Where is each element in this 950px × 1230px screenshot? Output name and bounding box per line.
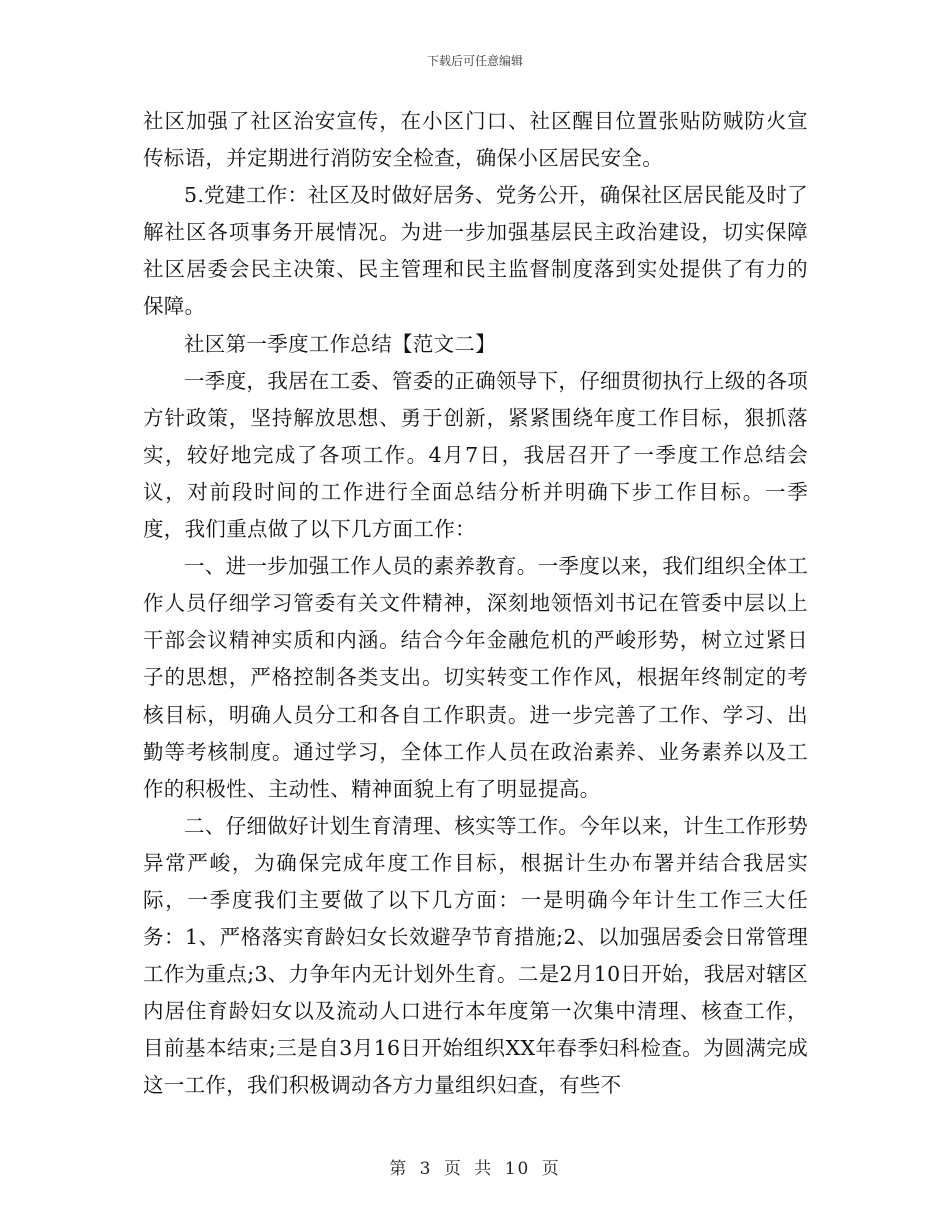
paragraph-staff-education: 一、进一步加强工作人员的素养教育。一季度以来，我们组织全体工作人员仔细学习管委有关文件精神，深刻地领悟刘书记在管委中层以上干部会议精神实质和内涵。结合今年金融危机的严峻形势，树立过紧日子的思想，严格控制各类支出。切实转变工作作风，根据年终制定的考核目标，明确人员分工和各自工作职责。进一步完善了工作、学习、出勤等考核制度。通过学习，全体工作人员在政治素养、业务素养以及工作的积极性、主动性、精神面貌上有了明显提高。: [143, 554, 808, 801]
page-header: 下载后可任意编辑: [426, 54, 523, 68]
section-heading: 社区第一季度工作总结【范文二】: [184, 331, 496, 356]
paragraph-party-building: 5.党建工作：社区及时做好居务、党务公开，确保社区居民能及时了解社区各项事务开展情况。为进一步加强基层民主政治建设，切实保障社区居委会民主决策、民主管理和民主监督制度落到实处提供了有力的保障。: [143, 183, 808, 319]
document-body: [143, 103, 808, 1105]
paragraph-family-planning: 二、仔细做好计划生育清理、核实等工作。今年以来，计生工作形势异常严峻，为确保完成年度工作目标，根据计生办布署并结合我居实际，一季度我们主要做了以下几方面：一是明确今年计生工作三大任务：1、严格落实育龄妇女长效避孕节育措施;2、以加强居委会日常管理工作为重点;3、力争年内无计划外生育。二是2月10日开始，我居对辖区内居住育龄妇女以及流动人口进行本年度第一次集中清理、核查工作，目前基本结束;三是自3月16日开始组织XX年春季妇科检查。为圆满完成这一工作，我们积极调动各方力量组织妇查，有些不: [143, 813, 808, 1098]
paragraph-security: 社区加强了社区治安宣传，在小区门口、社区醒目位置张贴防贼防火宣传标语，并定期进行消防安全检查，确保小区居民安全。: [143, 109, 808, 171]
page-number: 第 3 页 共 10 页: [389, 1159, 561, 1179]
paragraph-q1-overview: 一季度，我居在工委、管委的正确领导下，仔细贯彻执行上级的各项方针政策，坚持解放思想、勇于创新，紧紧围绕年度工作目标，狠抓落实，较好地完成了各项工作。4月7日，我居召开了一季度工作总结会议，对前段时间的工作进行全面总结分析并明确下步工作目标。一季度，我们重点做了以下几方面工作：: [143, 368, 808, 542]
